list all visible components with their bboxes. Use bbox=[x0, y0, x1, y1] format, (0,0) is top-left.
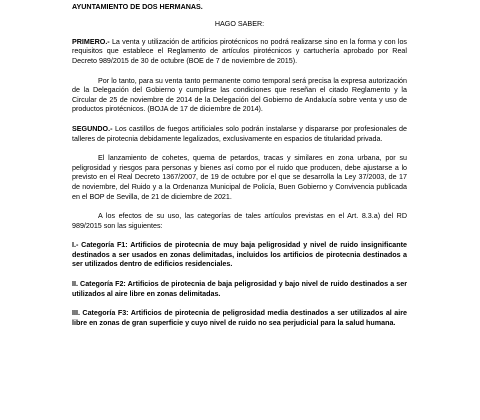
paragraph-lanzamiento: El lanzamiento de cohetes, quema de petardos, tracas y similares en zona urbana, por su peligrosidad y riesgos para personas y bienes así como por el ruido que producen, debe ajustarse a lo previsto en el Real Decreto 1367/2007, de 19 de octubre por el que se desarrolla la Ley 37/2003, de 17 de noviembre, del Ruido y a la Ordenanza Municipal de Policía, Buen Gobierno y Convivencia publicada en el BOP de Sevilla, de 21 de diciembre de 2021. bbox=[72, 154, 407, 201]
paragraph-primero bbox=[72, 38, 407, 67]
paragraph-venta: Por lo tanto, para su venta tanto permanente como temporal será precisa la expresa autorización de la Delegación del Gobierno y cumplirse las condiciones que reseñan el citado Reglamento y la Circular de 25 de noviembre de 2014 de la Delegación del Gobierno de Andalucía sobre venta y uso de productos pirotécnicos. (BOJA de 17 de diciembre de 2014). bbox=[72, 76, 407, 114]
paragraph-efectos: A los efectos de su uso, las categorías de tales artículos previstas en el Art. 8.3.a) del RD 989/2015 son las siguientes: bbox=[72, 212, 407, 230]
category-f2: II. Categoría F2: Artificios de pirotecnia de baja peligrosidad y bajo nivel de ruido destinados a ser utilizados al aire libre en zonas delimitadas. bbox=[72, 280, 407, 298]
category-f1: I.- Categoría F1: Artificios de pirotecnia de muy baja peligrosidad y nivel de ruido insignificante destinados a ser usados en zonas delimitadas, incluidos los artificios de pirotecnia destinados a ser utilizados dentro de edificios residenciales. bbox=[72, 241, 407, 269]
segundo-label: SEGUNDO.- bbox=[72, 124, 113, 133]
paragraph-segundo bbox=[72, 125, 407, 144]
issuer-header bbox=[72, 0, 407, 12]
document-body bbox=[72, 0, 407, 328]
primero-text: La venta y utilización de artificios pirotécnicos no podrá realizarse sino en la forma y con los requisitos que establece el Reglamento de artículos pirotécnicos y cartuchería aprobado por Real Decreto 989/2015 de 30 de octubre (BOE de 7 de noviembre de 2015). bbox=[72, 37, 407, 65]
category-f3: III. Categoría F3: Artificios de pirotecnia de peligrosidad media destinados a ser utilizados al aire libre en zonas de gran superficie y cuyo nivel de ruido no sea perjudicial para la salud humana. bbox=[72, 309, 407, 327]
issuer-line-2: AYUNTAMIENTO DE DOS HERMANAS. bbox=[72, 2, 203, 11]
segundo-text: Los castillos de fuegos artificiales solo podrán instalarse y dispararse por profesionales de talleres de pirotecnia debidamente legalizados, exclusivamente en espacios de titularidad privada. bbox=[72, 124, 407, 143]
document-title: HAGO SABER: bbox=[214, 20, 265, 29]
primero-label: PRIMERO.- bbox=[72, 37, 110, 46]
